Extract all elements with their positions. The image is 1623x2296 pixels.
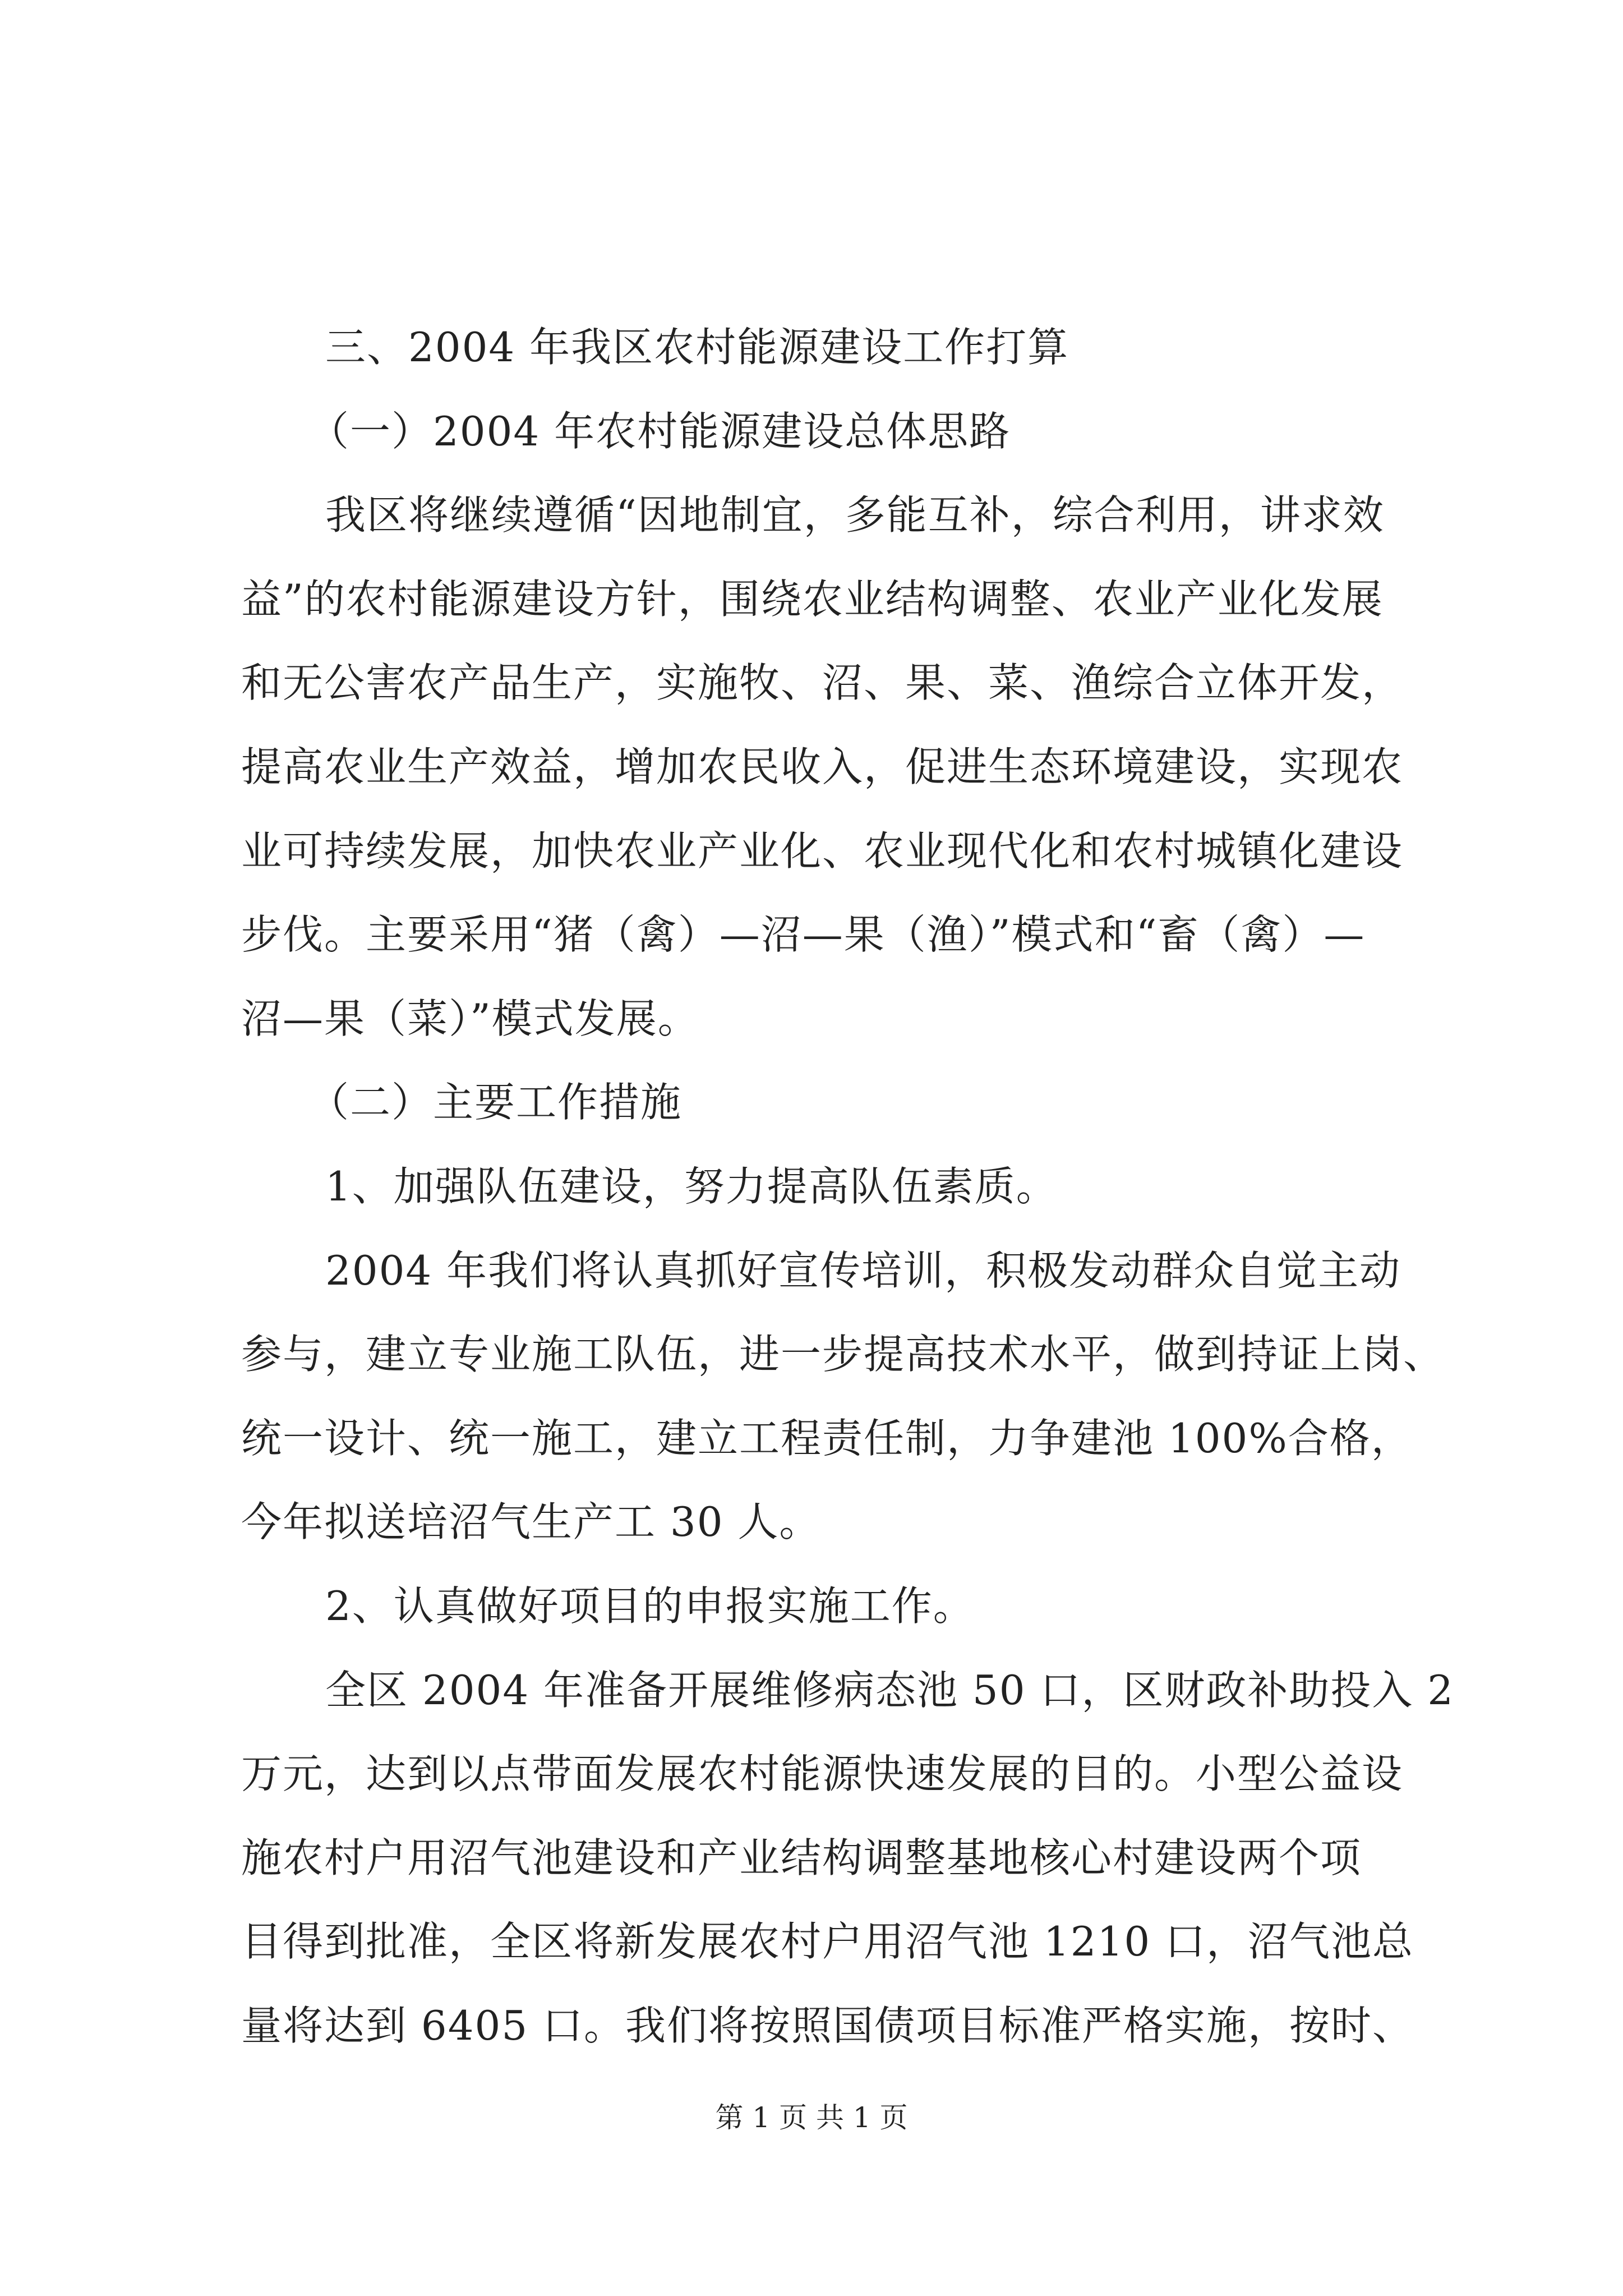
paragraph-line: 2004 年我们将认真抓好宣传培训，积极发动群众自觉主动 <box>325 1246 1401 1294</box>
section-heading: 三、2004 年我区农村能源建设工作打算 <box>325 324 1069 371</box>
item-heading-1: 1、加强队伍建设，努力提高队伍素质。 <box>325 1162 1058 1210</box>
paragraph-team-building <box>241 1229 1481 1565</box>
paragraph-line: 沼—果（菜）”模式发展。 <box>241 995 699 1042</box>
subsection-heading-2: （二）主要工作措施 <box>308 1079 683 1126</box>
paragraph-line: 业可持续发展，加快农业产业化、农业现代化和农村城镇化建设 <box>241 827 1404 875</box>
paragraph-line: 参与，建立专业施工队伍，进一步提高技术水平，做到持证上岗、 <box>241 1331 1445 1378</box>
paragraph-line: 量将达到 6405 口。我们将按照国债项目标准严格实施，按时、 <box>241 2001 1414 2049</box>
page-footer: 第 1 页 共 1 页 <box>715 2101 908 2134</box>
paragraph-line: 全区 2004 年准备开展维修病态池 50 口，区财政补助投入 2 <box>325 1666 1455 1714</box>
paragraph-line: 益”的农村能源建设方针，围绕农业结构调整、农业产业化发展 <box>241 575 1384 623</box>
paragraph-line: 我区将继续遵循“因地制宜，多能互补，综合利用，讲求效 <box>325 491 1385 539</box>
paragraph-line: 和无公害农产品生产，实施牧、沼、果、菜、渔综合立体开发， <box>241 659 1404 707</box>
paragraph-line: 步伐。主要采用“猪（禽）—沼—果（渔）”模式和“畜（禽）— <box>241 911 1366 959</box>
paragraph-line: 施农村户用沼气池建设和产业结构调整基地核心村建设两个项 <box>241 1834 1362 1881</box>
item-heading-2: 2、认真做好项目的申报实施工作。 <box>325 1582 975 1630</box>
paragraph-project-implementation <box>241 1649 1481 2068</box>
paragraph-line: 万元，达到以点带面发展农村能源快速发展的目的。小型公益设 <box>241 1750 1404 1798</box>
paragraph-line: 提高农业生产效益，增加农民收入，促进生态环境建设，实现农 <box>241 743 1404 790</box>
subsection-heading-1: （一）2004 年农村能源建设总体思路 <box>308 407 1011 455</box>
paragraph-line: 今年拟送培沼气生产工 30 人。 <box>241 1498 821 1546</box>
paragraph-overall-approach <box>241 473 1481 1061</box>
paragraph-line: 目得到批准，全区将新发展农村户用沼气池 1210 口，沼气池总 <box>241 1918 1414 1966</box>
document-body <box>241 306 1481 2068</box>
paragraph-line: 统一设计、统一施工，建立工程责任制，力争建池 100%合格， <box>241 1414 1413 1462</box>
